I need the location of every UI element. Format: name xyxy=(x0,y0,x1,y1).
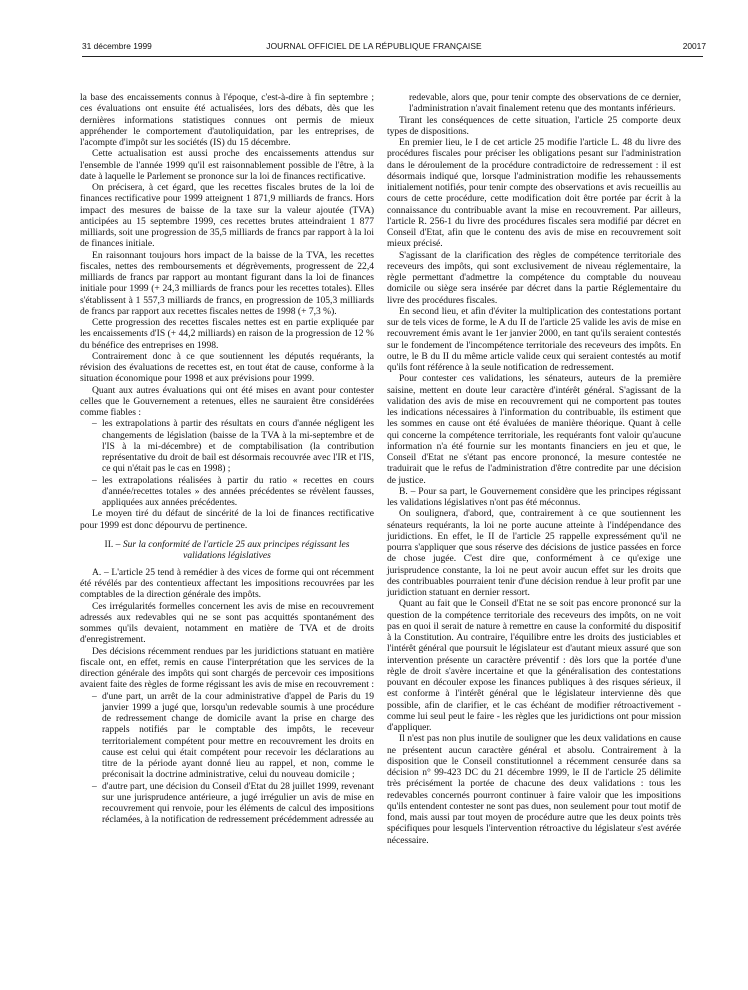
list-item: – d'une part, un arrêt de la cour administrative d'appel de Paris du 19 janvier 1999 a jugé que, lorsqu'un redevable soumis à une procédure de redressement change de domicile avant la prise en charge des rappels notifiés par le comptable des impôts, le receveur territorialement compétent pour mettre en recouvrement les droits en cause est celui qui était compétent pour recevoir les déclarations au titre de la période ayant donné lieu au rappel, et non, comme le préconisait la doctrine administrative, celui du nouveau domicile ; xyxy=(102,691,374,781)
journal-title: JOURNAL OFFICIEL DE LA RÉPUBLIQUE FRANÇAISE xyxy=(266,41,482,51)
paragraph: On précisera, à cet égard, que les recettes fiscales brutes de la loi de finances rectificative pour 1999 atteignent 1 871,9 milliards de francs. Hors impact des mesures de baisse de la taxe sur la valeur ajoutée (TVA) anticipées au 15 septembre 1999, ces recettes brutes atteindraient 1 877 milliards, soit une progression de 35,5 milliards de francs par rapport à la loi de finances initiale. xyxy=(80,182,374,250)
paragraph: En raisonnant toujours hors impact de la baisse de la TVA, les recettes fiscales, nettes des remboursements et dégrèvements, progressent de 22,4 milliards de francs par rapport au montant figurant dans la loi de finances initiale pour 1999 (+ 24,3 milliards de francs pour les recettes totales). Elles s'établissent à 1 557,3 milliards de francs, en progression de 105,3 milliards de francs par rapport aux recettes fiscales nettes de 1998 (+ 7,3 %). xyxy=(80,249,374,317)
list-item: – les extrapolations à partir des résultats en cours d'année négligent les changements de législation (baisse de la TVA à la mi-septembre et de l'IS à la mi-décembre) et de comptabilisation (la contribution représentative du droit de bail est désormais recouvrée avec l'IR et l'IS, ce qui n'était pas le cas en 1998) ; xyxy=(102,418,374,474)
paragraph: Cette progression des recettes fiscales nettes est en partie expliquée par les encaissements d'IS (+ 44,2 milliards) en raison de la progression de 12 % du bénéfice des entreprises en 1998. xyxy=(80,317,374,351)
section-title: Sur la conformité de l'article 25 aux principes régissant les validations législatives xyxy=(122,538,350,561)
section-number: II. – xyxy=(104,538,121,550)
paragraph: Des décisions récemment rendues par les juridictions statuant en matière fiscale ont, en effet, remis en cause l'interprétation que les services de la direction générale des impôts qui sont chargés de percevoir ces impositions avaient faite des règles de forme régissant les avis de mise en recouvrement : xyxy=(80,645,374,691)
paragraph: Il n'est pas non plus inutile de souligner que les deux validations en cause ne présentent aucun caractère général et absolu. Contrairement à la disposition que le Conseil constitutionnel a récemment censurée dans sa décision n° 99-423 DC du 21 décembre 1999, le II de l'article 25 délimite très précisément la portée de chacune des deux validations : tous les redevables concernés pourront continuer à faire valoir que les impositions qu'ils entendent contester ne sont pas dues, non seulement pour tout motif de fond, mais aussi par tout moyen de procédure autre que les deux points très spécifiques pour lesquels l'intervention rétroactive du législateur s'est avérée nécessaire. xyxy=(387,733,681,846)
paragraph: Le moyen tiré du défaut de sincérité de la loi de finances rectificative pour 1999 est donc dépourvu de pertinence. xyxy=(80,508,374,531)
paragraph: Cette actualisation est aussi proche des encaissements attendus sur l'ensemble de l'année 1999 qu'il est raisonnablement possible de l'être, à la date à laquelle le Parlement se prononce sur la loi de finances rectificative. xyxy=(80,148,374,182)
paragraph: B. – Pour sa part, le Gouvernement considère que les principes régissant les validations législatives n'ont pas été méconnus. xyxy=(387,485,681,508)
paragraph: A. – L'article 25 tend à remédier à des vices de forme qui ont récemment été révélés par des contentieux affectant les impositions recouvrées par les comptables de la direction générale des impôts. xyxy=(80,566,374,601)
paragraph: Tirant les conséquences de cette situation, l'article 25 comporte deux types de dispositions. xyxy=(387,114,681,137)
list-item-continuation xyxy=(409,92,681,115)
dash-list xyxy=(80,418,374,508)
dash-list-continuation xyxy=(387,92,681,115)
paragraph: Contrairement donc à ce que soutiennent les députés requérants, la révision des évaluations de recettes est, en tout état de cause, conforme à la situation économique pour 1998 et aux prévisions pour 1999. xyxy=(80,350,374,385)
page-header xyxy=(30,41,718,55)
dash-list xyxy=(80,691,374,826)
right-column xyxy=(387,92,681,846)
page-number: 20017 xyxy=(682,41,706,51)
list-item: – les extrapolations réalisées à partir du ratio « recettes en cours d'année/recettes totales » des années précédentes se révèlent fausses, appliquées aux années précédentes. xyxy=(102,475,374,509)
paragraph: Quant aux autres évaluations qui ont été mises en avant pour contester celles que le Gouvernement a retenues, elles ne sauraient être considérées comme fiables : xyxy=(80,384,374,418)
header-rule xyxy=(82,56,703,57)
paragraph: Quant au fait que le Conseil d'Etat ne se soit pas encore prononcé sur la question de la compétence territoriale des receveurs des impôts, on ne voit pas en quoi il serait de nature à remettre en cause la conformité du dispositif à la Constitution. Au contraire, l'équilibre entre les droits des justiciables et l'intérêt général que poursuit le législateur est d'autant mieux assuré que son intervention présente un caractère préventif : dès lors que la portée d'une règle de droit s'avère incertaine et que la généralisation des contestations pouvant en découler expose les finances publiques à des risques sérieux, il est conforme à l'intérêt général que le législateur intervienne dès que possible, afin de clarifier, et le cas échéant de modifier rétroactivement - comme lui seul peut le faire - les règles que les juridictions ont pour mission d'appliquer. xyxy=(387,598,681,733)
paragraph: Ces irrégularités formelles concernent les avis de mise en recouvrement adressés aux redevables qui ne se sont pas acquittés spontanément des sommes qu'ils devaient, notamment en matière de TVA et de droits d'enregistrement. xyxy=(80,600,374,646)
header-date: 31 décembre 1999 xyxy=(82,41,152,51)
paragraph: En premier lieu, le I de cet article 25 modifie l'article L. 48 du livre des procédures fiscales pour préciser les obligations pesant sur l'administration dans le déroulement de la procédure contradictoire de redressement : il est désormais indiqué que, lorsque l'administration modifie les rehaussements initialement notifiés, pour tenir compte des observations et avis recueillis au cours de cette procédure, cette modification doit être portée par écrit à la connaissance du contribuable avant la mise en recouvrement. Par ailleurs, l'article R. 256-1 du livre des procédures fiscales sera modifié par décret en Conseil d'Etat, afin que le contenu des avis de mise en recouvrement soit mieux précisé. xyxy=(387,137,681,250)
list-item-text: redevable, alors que, pour tenir compte des observations de ce dernier, l'administration n'avait finalement retenu que des montants inférieurs. xyxy=(409,92,681,115)
paragraph: En second lieu, et afin d'éviter la multiplication des contestations portant sur de tels vices de forme, le A du II de l'article 25 valide les avis de mise en recouvrement émis avant le 1er janvier 2000, en tant qu'ils seraient contestés sur le fondement de l'incompétence territoriale des receveurs des impôts. En outre, le B du II du même article valide ceux qui seraient contestés au motif qu'ils font référence à la seule notification de redressement. xyxy=(387,305,681,373)
paragraph: la base des encaissements connus à l'époque, c'est-à-dire à fin septembre ; ces évaluations ont ensuite été actualisées, lors des débats, dès que les dernières informations statistiques connues ont permis de mieux appréhender le comportement d'autoliquidation, par les entreprises, de l'acompte d'impôt sur les sociétés (IS) du 15 décembre. xyxy=(80,92,374,148)
left-column xyxy=(80,92,374,826)
paragraph: On soulignera, d'abord, que, contrairement à ce que soutiennent les sénateurs requérants, la loi ne porte aucune atteinte à l'indépendance des juridictions. En effet, le II de l'article 25 rappelle expressément qu'il ne pourra s'appliquer que sous réserve des décisions de justice passées en force de chose jugée. C'est dire que, conformément à ce qu'exige une jurisprudence constante, la loi ne peut avoir aucun effet sur les droits que des contribuables pourraient tenir d'une décision rendue à leur profit par une juridiction statuant en dernier ressort. xyxy=(387,508,681,598)
paragraph: Pour contester ces validations, les sénateurs, auteurs de la première saisine, mettent en doute leur caractère d'intérêt général. S'agissant de la validation des avis de mise en recouvrement qui ne comportent pas toutes les indications nécessaires à l'information du contribuable, ils estiment que les sommes en cause ont été évaluées de manière théorique. Quant à celle qui concerne la compétence territoriale, les requérants font valoir qu'aucune information n'a été fournie sur les montants financiers en jeu et que, le Conseil d'Etat ne s'étant pas encore prononcé, la mesure contestée ne traduirait que le refus de l'administration d'être contredite par une décision de justice. xyxy=(387,373,681,486)
section-heading xyxy=(90,539,364,561)
paragraph: S'agissant de la clarification des règles de compétence territoriale des receveurs des impôts, qui sont exclusivement de niveau réglementaire, la règle permettant d'admettre la compétence du comptable du nouveau domicile ou siège sera insérée par décret dans la partie Réglementaire du livre des procédures fiscales. xyxy=(387,249,681,306)
list-item: – d'autre part, une décision du Conseil d'Etat du 28 juillet 1999, revenant sur une jurisprudence antérieure, a jugé irrégulier un avis de mise en recouvrement qui renvoie, pour les éléments de calcul des impositions réclamées, à la notification de redressement précédemment adressée au xyxy=(102,781,374,826)
